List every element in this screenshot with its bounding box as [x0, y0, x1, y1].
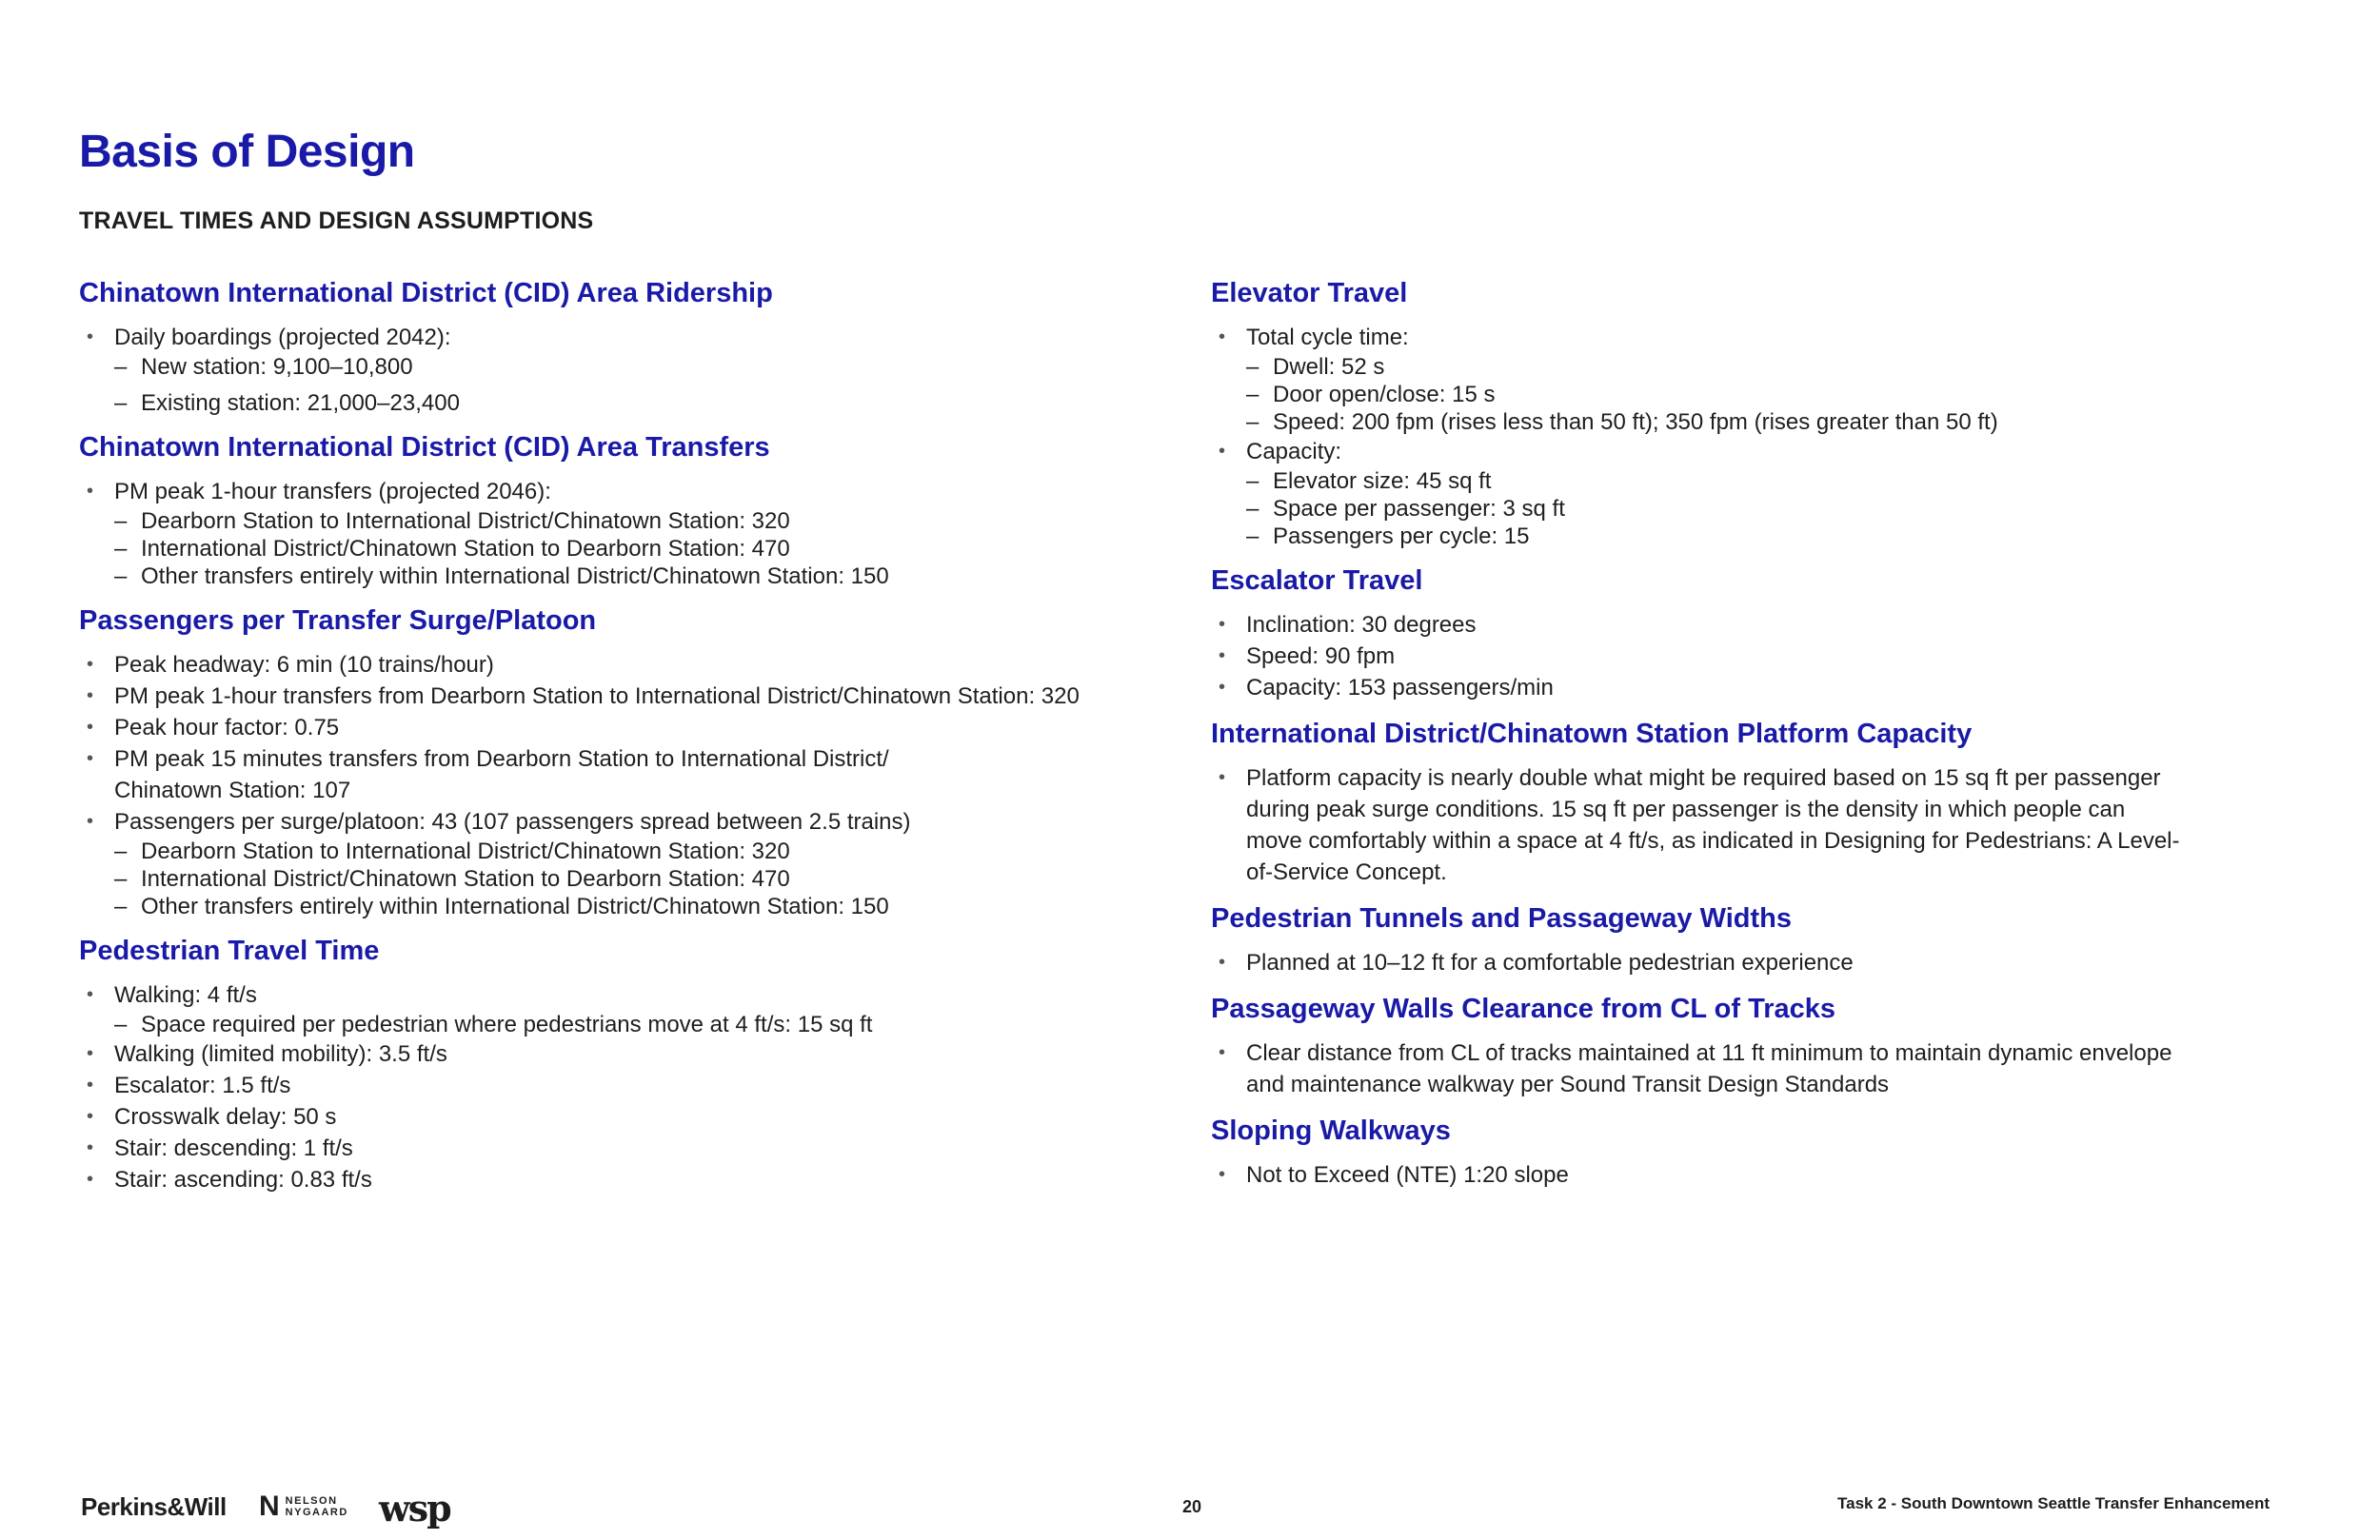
page-title: Basis of Design	[79, 127, 415, 177]
list-item	[79, 1133, 1164, 1164]
sub-text: Speed: 200 fpm (rises less than 50 ft); 350 fpm (rises greater than 50 ft)	[1273, 409, 1998, 435]
sub-text: New station: 9,100–10,800	[141, 354, 413, 380]
bullet-text: PM peak 1-hour transfers (projected 2046):	[114, 479, 551, 504]
bullet-icon: •	[1219, 326, 1226, 347]
list-item	[79, 649, 1164, 681]
sub-item	[1211, 353, 2182, 381]
left-column	[79, 276, 1164, 1209]
sub-text: Other transfers entirely within International District/Chinatown Station: 150	[141, 563, 889, 589]
section-sloping-walkways	[1211, 1114, 2182, 1191]
bullet-text: Walking (limited mobility): 3.5 ft/s	[114, 1041, 447, 1067]
bullet-icon: •	[1219, 767, 1226, 788]
section-surge-platoon	[79, 603, 1164, 920]
sub-item	[79, 1011, 1164, 1038]
section-elevator-travel	[1211, 276, 2182, 550]
section-tunnels-widths	[1211, 901, 2182, 978]
list-item	[79, 1070, 1164, 1101]
section-pedestrian-travel-time	[79, 934, 1164, 1195]
sub-text: International District/Chinatown Station to Dearborn Station: 470	[141, 536, 790, 562]
list-item	[79, 322, 1164, 417]
dash-icon: –	[114, 839, 128, 864]
footer-task-title: Task 2 - South Downtown Seattle Transfer Enhancement	[1837, 1494, 2271, 1512]
sub-text: Dwell: 52 s	[1273, 354, 1385, 380]
bullet-icon: •	[87, 654, 94, 675]
section-walls-clearance	[1211, 992, 2182, 1100]
bullet-text: Passengers per surge/platoon: 43 (107 passengers spread between 2.5 trains)	[114, 809, 911, 835]
sub-item	[79, 507, 1164, 535]
dash-icon: –	[114, 354, 128, 380]
nelson-nygaard-logo	[259, 1491, 348, 1523]
sub-item	[79, 353, 1164, 381]
dash-icon: –	[114, 1012, 128, 1037]
bullet-list	[1211, 1037, 2182, 1100]
list-item	[79, 1038, 1164, 1070]
dash-icon: –	[1246, 496, 1259, 522]
list-item	[79, 806, 1164, 920]
bullet-icon: •	[87, 984, 94, 1005]
section-cid-transfers	[79, 430, 1164, 590]
section-escalator-travel	[1211, 563, 2182, 703]
dash-icon: –	[114, 536, 128, 562]
perkins-will-logo: Perkins&Will	[81, 1492, 227, 1521]
section-heading: Chinatown International District (CID) Area Ridership	[79, 278, 773, 308]
bullet-list	[79, 979, 1164, 1195]
bullet-list	[1211, 947, 2182, 978]
sub-text: Other transfers entirely within International District/Chinatown Station: 150	[141, 894, 889, 919]
bullet-icon: •	[1219, 1042, 1226, 1063]
sub-item	[79, 893, 1164, 920]
bullet-list	[1211, 609, 2182, 703]
sub-text: Dearborn Station to International District/Chinatown Station: 320	[141, 508, 790, 534]
list-item	[1211, 436, 2182, 550]
list-item	[79, 1101, 1164, 1133]
bullet-text: Speed: 90 fpm	[1246, 643, 1396, 669]
bullet-text: Not to Exceed (NTE) 1:20 slope	[1246, 1162, 1569, 1188]
section-heading: International District/Chinatown Station Platform Capacity	[1211, 719, 1973, 749]
page-number: 20	[1182, 1497, 1202, 1516]
list-item	[79, 681, 1164, 712]
bullet-icon: •	[1219, 614, 1226, 635]
bullet-icon: •	[87, 1106, 94, 1127]
sub-text: Space per passenger: 3 sq ft	[1273, 496, 1565, 522]
sub-item	[1211, 523, 2182, 550]
bullet-icon: •	[1219, 645, 1226, 666]
bullet-list	[1211, 762, 2182, 888]
sub-item	[79, 563, 1164, 590]
list-item	[79, 712, 1164, 743]
dash-icon: –	[1246, 409, 1259, 435]
sub-text: Space required per pedestrian where pedestrians move at 4 ft/s: 15 sq ft	[141, 1012, 873, 1037]
list-item	[1211, 322, 2182, 436]
bullet-list	[1211, 322, 2182, 550]
bullet-text: Clear distance from CL of tracks maintained at 11 ft minimum to maintain dynamic envelope and maintenance walkway per Sound Transit Design Standards	[1246, 1040, 2172, 1097]
bullet-text: Escalator: 1.5 ft/s	[114, 1073, 291, 1098]
dash-icon: –	[114, 894, 128, 919]
bullet-text: Total cycle time:	[1246, 325, 1409, 350]
sub-item	[79, 865, 1164, 893]
list-item	[1211, 672, 2182, 703]
bullet-text: Peak headway: 6 min (10 trains/hour)	[114, 652, 494, 678]
bullet-icon: •	[87, 1043, 94, 1064]
bullet-icon: •	[87, 1169, 94, 1190]
section-heading: Escalator Travel	[1211, 565, 1423, 596]
bullet-icon: •	[1219, 677, 1226, 698]
logo-line: NELSON	[285, 1495, 338, 1507]
section-cid-ridership	[79, 276, 1164, 417]
section-platform-capacity	[1211, 717, 2182, 888]
bullet-text: PM peak 15 minutes transfers from Dearborn Station to International District/ Chinatown Station: 107	[114, 746, 889, 803]
section-heading: Pedestrian Travel Time	[79, 936, 380, 966]
list-item	[1211, 641, 2182, 672]
section-heading: Passengers per Transfer Surge/Platoon	[79, 605, 597, 636]
list-item	[1211, 947, 2182, 978]
sub-text: Passengers per cycle: 15	[1273, 523, 1530, 549]
bullet-text: Daily boardings (projected 2042):	[114, 325, 451, 350]
list-item	[79, 476, 1164, 590]
right-column	[1211, 276, 2182, 1204]
sub-text: Dearborn Station to International District/Chinatown Station: 320	[141, 839, 790, 864]
bullet-icon: •	[87, 1075, 94, 1096]
bullet-icon: •	[87, 685, 94, 706]
bullet-icon: •	[1219, 441, 1226, 462]
bullet-icon: •	[87, 326, 94, 347]
bullet-icon: •	[87, 811, 94, 832]
bullet-list	[79, 476, 1164, 590]
bullet-text: Peak hour factor: 0.75	[114, 715, 340, 740]
bullet-icon: •	[87, 481, 94, 502]
page-subtitle: TRAVEL TIMES AND DESIGN ASSUMPTIONS	[79, 207, 594, 234]
list-item	[1211, 1037, 2182, 1100]
section-heading: Pedestrian Tunnels and Passageway Widths	[1211, 903, 1792, 934]
bullet-list	[79, 322, 1164, 417]
sub-text: Existing station: 21,000–23,400	[141, 390, 460, 416]
dash-icon: –	[1246, 468, 1259, 494]
wsp-logo: wsp	[379, 1487, 450, 1530]
sub-text: International District/Chinatown Station to Dearborn Station: 470	[141, 866, 790, 892]
bullet-text: Crosswalk delay: 50 s	[114, 1104, 337, 1130]
dash-icon: –	[1246, 523, 1259, 549]
bullet-list	[1211, 1159, 2182, 1191]
dash-icon: –	[114, 563, 128, 589]
list-item	[79, 979, 1164, 1038]
dash-icon: –	[114, 390, 128, 416]
list-item	[79, 1164, 1164, 1195]
bullet-icon: •	[87, 1137, 94, 1158]
sub-item	[79, 389, 1164, 417]
dash-icon: –	[1246, 354, 1259, 380]
bullet-text: Stair: ascending: 0.83 ft/s	[114, 1167, 372, 1193]
section-heading: Chinatown International District (CID) Area Transfers	[79, 432, 770, 463]
nelson-nygaard-mark: N	[259, 1491, 280, 1522]
sub-item	[1211, 495, 2182, 523]
bullet-text: Capacity:	[1246, 439, 1342, 464]
list-item	[1211, 609, 2182, 641]
bullet-icon: •	[1219, 1164, 1226, 1185]
sub-item	[1211, 408, 2182, 436]
logo-line: NYGAARD	[285, 1507, 348, 1518]
bullet-text: Platform capacity is nearly double what might be required based on 15 sq ft per passenger during peak surge conditions. 15 sq ft per passenger is the density in which people can move comfortably within a space at 4 ft/s, as indicated in Designing for Pedestrians: A Level-of-Service Concept.	[1246, 765, 2180, 885]
list-item	[1211, 1159, 2182, 1191]
sub-item	[79, 838, 1164, 865]
dash-icon: –	[114, 508, 128, 534]
bullet-text: Inclination: 30 degrees	[1246, 612, 1477, 638]
sub-item	[1211, 381, 2182, 408]
bullet-list	[79, 649, 1164, 920]
bullet-icon: •	[87, 748, 94, 769]
sub-text: Door open/close: 15 s	[1273, 382, 1496, 407]
sub-item	[1211, 467, 2182, 495]
dash-icon: –	[1246, 382, 1259, 407]
list-item	[1211, 762, 2182, 888]
bullet-text: Walking: 4 ft/s	[114, 982, 257, 1008]
section-heading: Passageway Walls Clearance from CL of Tracks	[1211, 994, 1836, 1024]
section-heading: Elevator Travel	[1211, 278, 1408, 308]
sub-text: Elevator size: 45 sq ft	[1273, 468, 1492, 494]
bullet-text: Planned at 10–12 ft for a comfortable pedestrian experience	[1246, 950, 1854, 976]
bullet-text: PM peak 1-hour transfers from Dearborn Station to International District/Chinatown Station: 320	[114, 683, 1080, 709]
bullet-text: Capacity: 153 passengers/min	[1246, 675, 1554, 701]
section-heading: Sloping Walkways	[1211, 1116, 1451, 1146]
list-item	[79, 743, 1164, 806]
sub-item	[79, 535, 1164, 563]
nelson-nygaard-wordmark	[286, 1495, 348, 1518]
bullet-text: Stair: descending: 1 ft/s	[114, 1135, 353, 1161]
bullet-icon: •	[87, 717, 94, 738]
bullet-icon: •	[1219, 952, 1226, 973]
dash-icon: –	[114, 866, 128, 892]
